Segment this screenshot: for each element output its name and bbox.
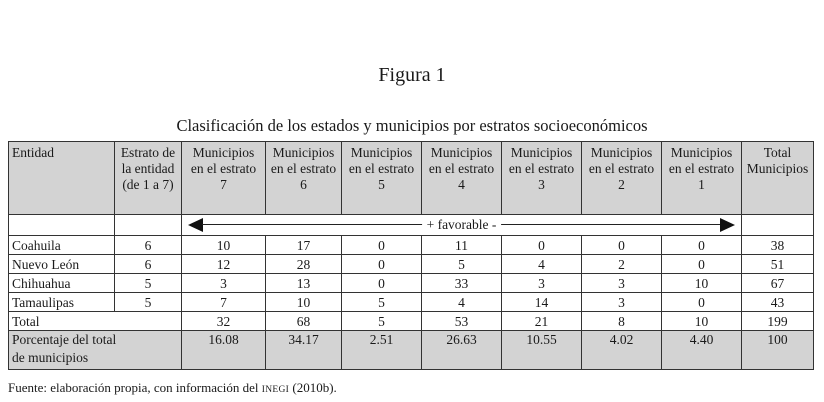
cell-m6: 10 — [266, 293, 342, 312]
cell-m1: 0 — [662, 293, 742, 312]
header-row — [9, 142, 814, 215]
cell-m5: 0 — [342, 255, 422, 274]
table-row — [9, 274, 814, 293]
cell-total: 43 — [742, 293, 814, 312]
header-estrato-6 — [266, 142, 342, 215]
header-line: Municipios — [192, 145, 255, 160]
header-line: Municipios — [272, 145, 335, 160]
cell-m2: 3 — [582, 274, 662, 293]
source-org: INEGI — [261, 385, 290, 395]
cell-m1: 10 — [662, 274, 742, 293]
header-line: en el estrato — [588, 161, 655, 176]
cell-m4: 5 — [422, 255, 502, 274]
header-estrato-2 — [582, 142, 662, 215]
cell-m1: 0 — [662, 236, 742, 255]
header-line: (de 1 a 7) — [122, 177, 174, 192]
cell-total: 100 — [742, 331, 814, 370]
cell-m1: 4.40 — [662, 331, 742, 370]
table-row — [9, 255, 814, 274]
cell-m2: 4.02 — [582, 331, 662, 370]
header-line: en el estrato — [668, 161, 735, 176]
cell-m6: 28 — [266, 255, 342, 274]
header-line: 4 — [458, 177, 465, 192]
arrow-right-icon — [720, 218, 735, 232]
header-line: la entidad — [121, 161, 175, 176]
header-line: en el estrato — [190, 161, 257, 176]
header-estrato-7 — [182, 142, 266, 215]
double-arrow — [188, 215, 735, 235]
header-estrato — [115, 142, 182, 215]
table-caption: Clasificación de los estados y municipios por estratos socioeconómicos — [176, 116, 648, 135]
header-line: 3 — [538, 177, 545, 192]
cell-m5: 0 — [342, 274, 422, 293]
table-row — [9, 236, 814, 255]
cell-m7: 32 — [182, 312, 266, 331]
header-line: Municipios — [746, 161, 809, 176]
arrow-left-icon — [188, 218, 203, 232]
cell-total: 38 — [742, 236, 814, 255]
percentage-label-line: Porcentaje del total — [12, 332, 117, 347]
total-label: Total — [9, 312, 182, 331]
header-line: 6 — [300, 177, 307, 192]
figure-title: Figura 1 — [378, 64, 446, 86]
cell-m1: 10 — [662, 312, 742, 331]
cell-m6: 34.17 — [266, 331, 342, 370]
cell-estrato: 5 — [115, 274, 182, 293]
header-line: 5 — [378, 177, 385, 192]
cell-m5: 0 — [342, 236, 422, 255]
source-note — [8, 380, 337, 396]
cell-m3: 14 — [502, 293, 582, 312]
percentage-label — [9, 331, 182, 370]
header-line: Total — [763, 145, 792, 160]
cell-m4: 4 — [422, 293, 502, 312]
cell-total: 199 — [742, 312, 814, 331]
cell-m7: 3 — [182, 274, 266, 293]
cell-m3: 21 — [502, 312, 582, 331]
header-entidad: Entidad — [9, 142, 115, 215]
header-line: 1 — [698, 177, 705, 192]
cell-total: 67 — [742, 274, 814, 293]
header-estrato-3 — [502, 142, 582, 215]
cell-m5: 2.51 — [342, 331, 422, 370]
cell-m2: 0 — [582, 236, 662, 255]
source-suffix: (2010b). — [289, 380, 337, 395]
header-estrato-4 — [422, 142, 502, 215]
header-line: Municipios — [350, 145, 413, 160]
cell-entidad: Tamaulipas — [9, 293, 115, 312]
cell-m4: 11 — [422, 236, 502, 255]
empty-cell — [742, 215, 814, 236]
cell-entidad: Coahuila — [9, 236, 115, 255]
cell-estrato: 6 — [115, 236, 182, 255]
header-line: Municipios — [430, 145, 493, 160]
cell-m4: 26.63 — [422, 331, 502, 370]
cell-m6: 68 — [266, 312, 342, 331]
header-line: Municipios — [590, 145, 653, 160]
table-row — [9, 293, 814, 312]
cell-m2: 2 — [582, 255, 662, 274]
header-line: Estrato de — [120, 145, 176, 160]
header-line: 2 — [618, 177, 625, 192]
header-estrato-5 — [342, 142, 422, 215]
cell-m7: 12 — [182, 255, 266, 274]
cell-estrato: 5 — [115, 293, 182, 312]
cell-m4: 53 — [422, 312, 502, 331]
cell-m5: 5 — [342, 293, 422, 312]
percentage-label-line: de municipios — [12, 350, 89, 365]
favorable-arrow-cell — [182, 215, 742, 236]
cell-m1: 0 — [662, 255, 742, 274]
cell-total: 51 — [742, 255, 814, 274]
empty-cell — [115, 215, 182, 236]
favorable-label: + favorable - — [422, 216, 502, 233]
header-line: en el estrato — [428, 161, 495, 176]
cell-entidad: Chihuahua — [9, 274, 115, 293]
cell-m2: 8 — [582, 312, 662, 331]
cell-entidad: Nuevo León — [9, 255, 115, 274]
header-line: Municipios — [670, 145, 733, 160]
header-total — [742, 142, 814, 215]
cell-m6: 13 — [266, 274, 342, 293]
cell-m4: 33 — [422, 274, 502, 293]
cell-m6: 17 — [266, 236, 342, 255]
header-line: 7 — [220, 177, 227, 192]
header-line: en el estrato — [270, 161, 337, 176]
cell-m3: 4 — [502, 255, 582, 274]
cell-m7: 16.08 — [182, 331, 266, 370]
cell-m7: 10 — [182, 236, 266, 255]
header-line: Municipios — [510, 145, 573, 160]
header-estrato-1 — [662, 142, 742, 215]
strata-table — [8, 141, 814, 370]
cell-m3: 0 — [502, 236, 582, 255]
cell-estrato: 6 — [115, 255, 182, 274]
percentage-row — [9, 331, 814, 370]
cell-m3: 3 — [502, 274, 582, 293]
empty-cell — [9, 215, 115, 236]
header-line: en el estrato — [508, 161, 575, 176]
total-row — [9, 312, 814, 331]
cell-m7: 7 — [182, 293, 266, 312]
favorable-row — [9, 215, 814, 236]
cell-m2: 3 — [582, 293, 662, 312]
cell-m3: 10.55 — [502, 331, 582, 370]
source-prefix: Fuente: elaboración propia, con información del — [8, 380, 262, 395]
header-line: en el estrato — [348, 161, 415, 176]
cell-m5: 5 — [342, 312, 422, 331]
